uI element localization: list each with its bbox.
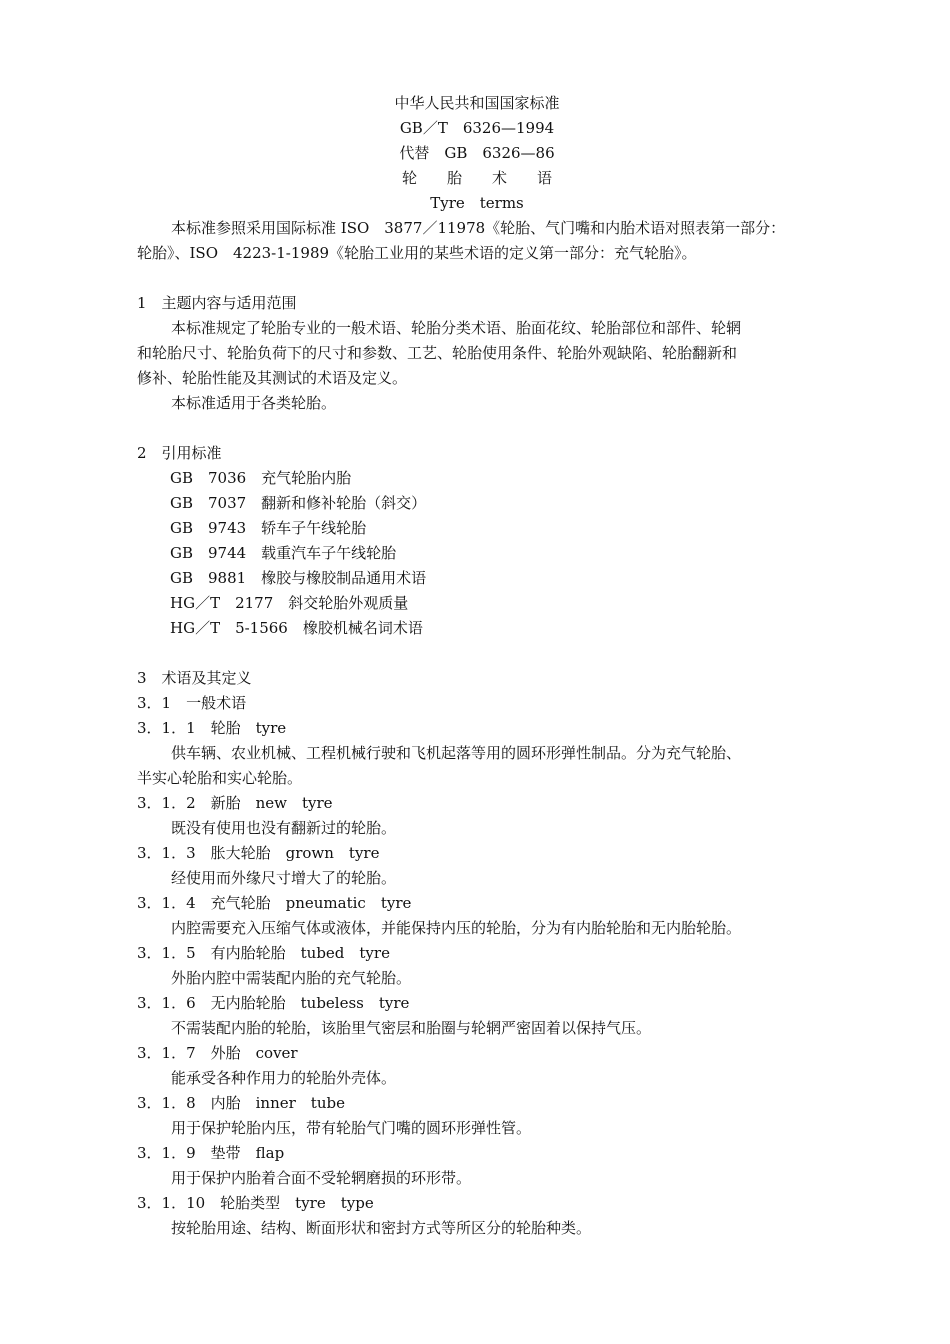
term-heading: 3．1．2 新胎 new tyre xyxy=(137,794,333,812)
standard-org: 中华人民共和国国家标准 xyxy=(394,94,560,112)
term-definition: 不需装配内胎的轮胎，该胎里气密层和胎圈与轮辋严密固着以保持气压。 xyxy=(171,1019,652,1037)
referenced-standard: GB 9743 轿车子午线轮胎 xyxy=(170,519,367,537)
term-heading: 3．1．6 无内胎轮胎 tubeless tyre xyxy=(137,994,410,1012)
referenced-standard: HG／T 2177 斜交轮胎外观质量 xyxy=(170,594,409,612)
term-definition: 按轮胎用途、结构、断面形状和密封方式等所区分的轮胎种类。 xyxy=(171,1219,592,1237)
section-1-paragraph-line-2: 和轮胎尺寸、轮胎负荷下的尺寸和参数、工艺、轮胎使用条件、轮胎外观缺陷、轮胎翻新和 xyxy=(137,344,738,362)
spacer xyxy=(137,266,817,291)
standard-code: GB／T 6326—1994 xyxy=(399,119,555,137)
intro-line-2: 轮胎》、ISO 4223-1-1989《轮胎工业用的某些术语的定义第一部分：充气轮胎》。 xyxy=(137,244,697,262)
term-definition: 用于保护轮胎内压，带有轮胎气门嘴的圆环形弹性管。 xyxy=(171,1119,532,1137)
term-definition: 用于保护内胎着合面不受轮辋磨损的环形带。 xyxy=(171,1169,472,1187)
spacer xyxy=(137,416,817,441)
referenced-standard: GB 9881 橡胶与橡胶制品通用术语 xyxy=(170,569,427,587)
section-1-paragraph-line-1: 本标准规定了轮胎专业的一般术语、轮胎分类术语、胎面花纹、轮胎部位和部件、轮辋 xyxy=(171,319,742,337)
document-page xyxy=(137,91,817,1241)
term-definition: 外胎内腔中需装配内胎的充气轮胎。 xyxy=(171,969,412,987)
replaces-standard: 代替 GB 6326—86 xyxy=(399,144,555,162)
subsection-heading: 3．1 一般术语 xyxy=(137,694,247,712)
section-2-heading: 2 引用标准 xyxy=(137,444,222,462)
title-english: Tyre terms xyxy=(430,194,524,212)
referenced-standard: GB 7036 充气轮胎内胎 xyxy=(170,469,352,487)
referenced-standard: GB 7037 翻新和修补轮胎（斜交） xyxy=(170,494,427,512)
term-definition: 经使用而外缘尺寸增大了的轮胎。 xyxy=(171,869,397,887)
section-1-scope: 本标准适用于各类轮胎。 xyxy=(171,394,337,412)
term-heading: 3．1．3 胀大轮胎 grown tyre xyxy=(137,844,380,862)
term-definition: 半实心轮胎和实心轮胎。 xyxy=(137,769,303,787)
title-chinese: 轮 胎 术 语 xyxy=(401,169,552,187)
term-heading: 3．1．10 轮胎类型 tyre type xyxy=(137,1194,374,1212)
intro-line-1: 本标准参照采用国际标准 ISO 3877／11978《轮胎、气门嘴和内胎术语对照表第一部分： xyxy=(171,219,786,237)
section-3-heading: 3 术语及其定义 xyxy=(137,669,252,687)
term-definition: 既没有使用也没有翻新过的轮胎。 xyxy=(171,819,397,837)
term-heading: 3．1．4 充气轮胎 pneumatic tyre xyxy=(137,894,412,912)
term-heading: 3．1．1 轮胎 tyre xyxy=(137,719,287,737)
term-heading: 3．1．5 有内胎轮胎 tubed tyre xyxy=(137,944,390,962)
referenced-standard: GB 9744 载重汽车子午线轮胎 xyxy=(170,544,397,562)
term-heading: 3．1．9 垫带 flap xyxy=(137,1144,285,1162)
section-1-heading: 1 主题内容与适用范围 xyxy=(137,294,297,312)
term-definition: 供车辆、农业机械、工程机械行驶和飞机起落等用的圆环形弹性制品。分为充气轮胎、 xyxy=(171,744,742,762)
term-heading: 3．1．7 外胎 cover xyxy=(137,1044,298,1062)
term-definition: 内腔需要充入压缩气体或液体，并能保持内压的轮胎，分为有内胎轮胎和无内胎轮胎。 xyxy=(171,919,742,937)
referenced-standard: HG／T 5-1566 橡胶机械名词术语 xyxy=(170,619,423,637)
section-1-paragraph-line-3: 修补、轮胎性能及其测试的术语及定义。 xyxy=(137,369,408,387)
spacer xyxy=(137,641,817,666)
term-definition: 能承受各种作用力的轮胎外壳体。 xyxy=(171,1069,397,1087)
term-heading: 3．1．8 内胎 inner tube xyxy=(137,1094,345,1112)
